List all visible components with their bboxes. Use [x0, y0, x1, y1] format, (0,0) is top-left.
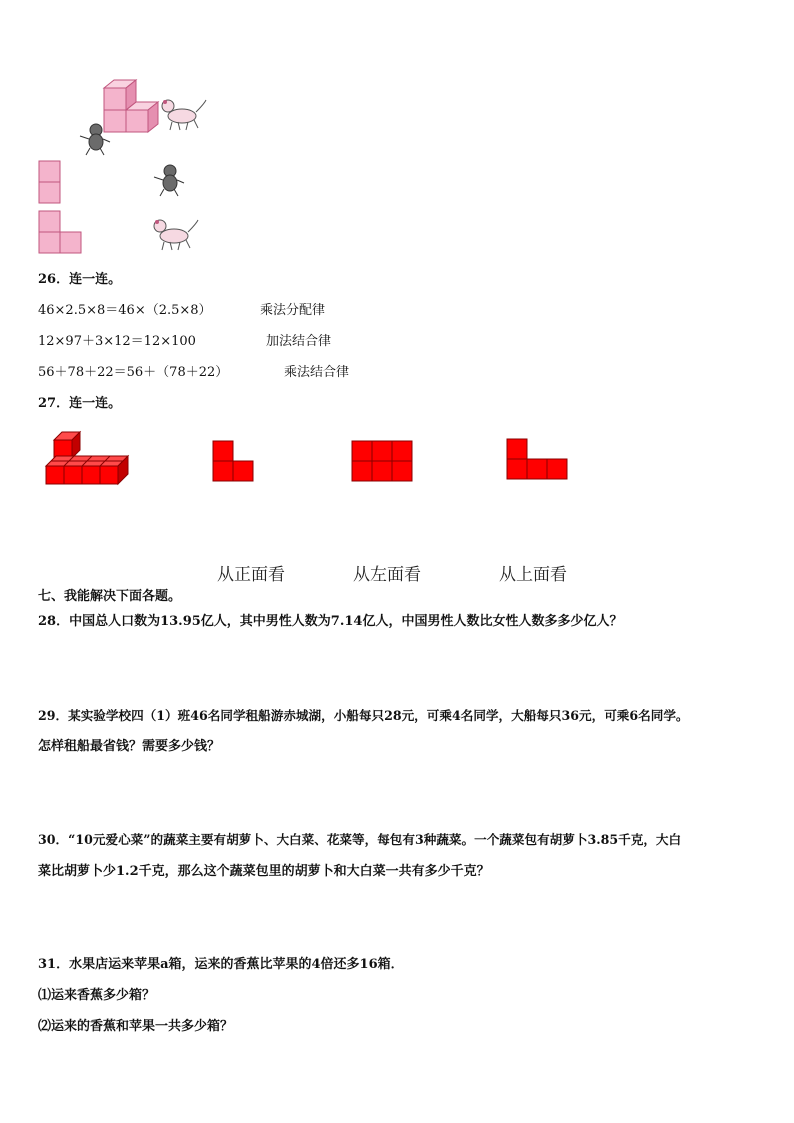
q26-expr-3: 56＋78＋22＝56＋（78＋22）: [38, 365, 229, 380]
view-top-label: 从上面看: [499, 565, 567, 585]
q26-expr-2: 12×97＋3×12＝12×100: [38, 334, 196, 349]
view-two-squares: [38, 160, 68, 206]
q26-law-3: 乘法结合律: [284, 365, 350, 380]
red-view-2x3-grid: [351, 440, 413, 482]
q29-line-2: 怎样租船最省钱？需要多少钱？: [38, 739, 221, 754]
view-left-label: 从左面看: [353, 565, 421, 585]
dog-icon: [150, 216, 200, 256]
q26-law-1: 乘法分配律: [260, 303, 326, 318]
section-7-title: 七、我能解决下面各题。: [38, 589, 182, 604]
view-front-label: 从正面看: [217, 565, 285, 585]
q30-line-1: 30．“10元爱心菜”的蔬菜主要有胡萝卜、大白菜、花菜等，每包有3种蔬菜。一个蔬菜包有胡萝卜3.85千克，大白: [38, 832, 682, 847]
q26-expr-1: 46×2.5×8＝46×（2.5×8）: [38, 303, 212, 318]
q28-text: 28．中国总人口数为13.95亿人，其中男性人数为7.14亿人，中国男性人数比女性人数多多少亿人？: [38, 614, 623, 629]
q29-line-1: 29．某实验学校四（1）班46名同学租船游赤城湖，小船每只28元，可乘4名同学，大船每只36元，可乘6名同学。: [38, 708, 689, 723]
q26-law-2: 加法结合律: [266, 334, 332, 349]
red-view-l-shape: [212, 440, 256, 482]
view-l-shape: [38, 210, 84, 256]
dog-icon: [158, 96, 208, 136]
q31-sub-2: ⑵运来的香蕉和苹果一共多少箱？: [38, 1019, 234, 1034]
q30-line-2: 菜比胡萝卜少1.2千克，那么这个蔬菜包里的胡萝卜和大白菜一共有多少千克？: [38, 864, 490, 879]
monkey-icon: [78, 122, 112, 156]
red-view-l-long: [506, 438, 568, 480]
monkey-icon: [152, 163, 186, 197]
q27-title: 27．连一连。: [38, 396, 122, 411]
red-cube-solid: [46, 428, 128, 488]
q31-sub-1: ⑴运来香蕉多少箱？: [38, 988, 156, 1003]
q26-title: 26．连一连。: [38, 272, 122, 287]
q31-line-1: 31．水果店运来苹果a箱，运来的香蕉比苹果的4倍还多16箱．: [38, 957, 404, 972]
